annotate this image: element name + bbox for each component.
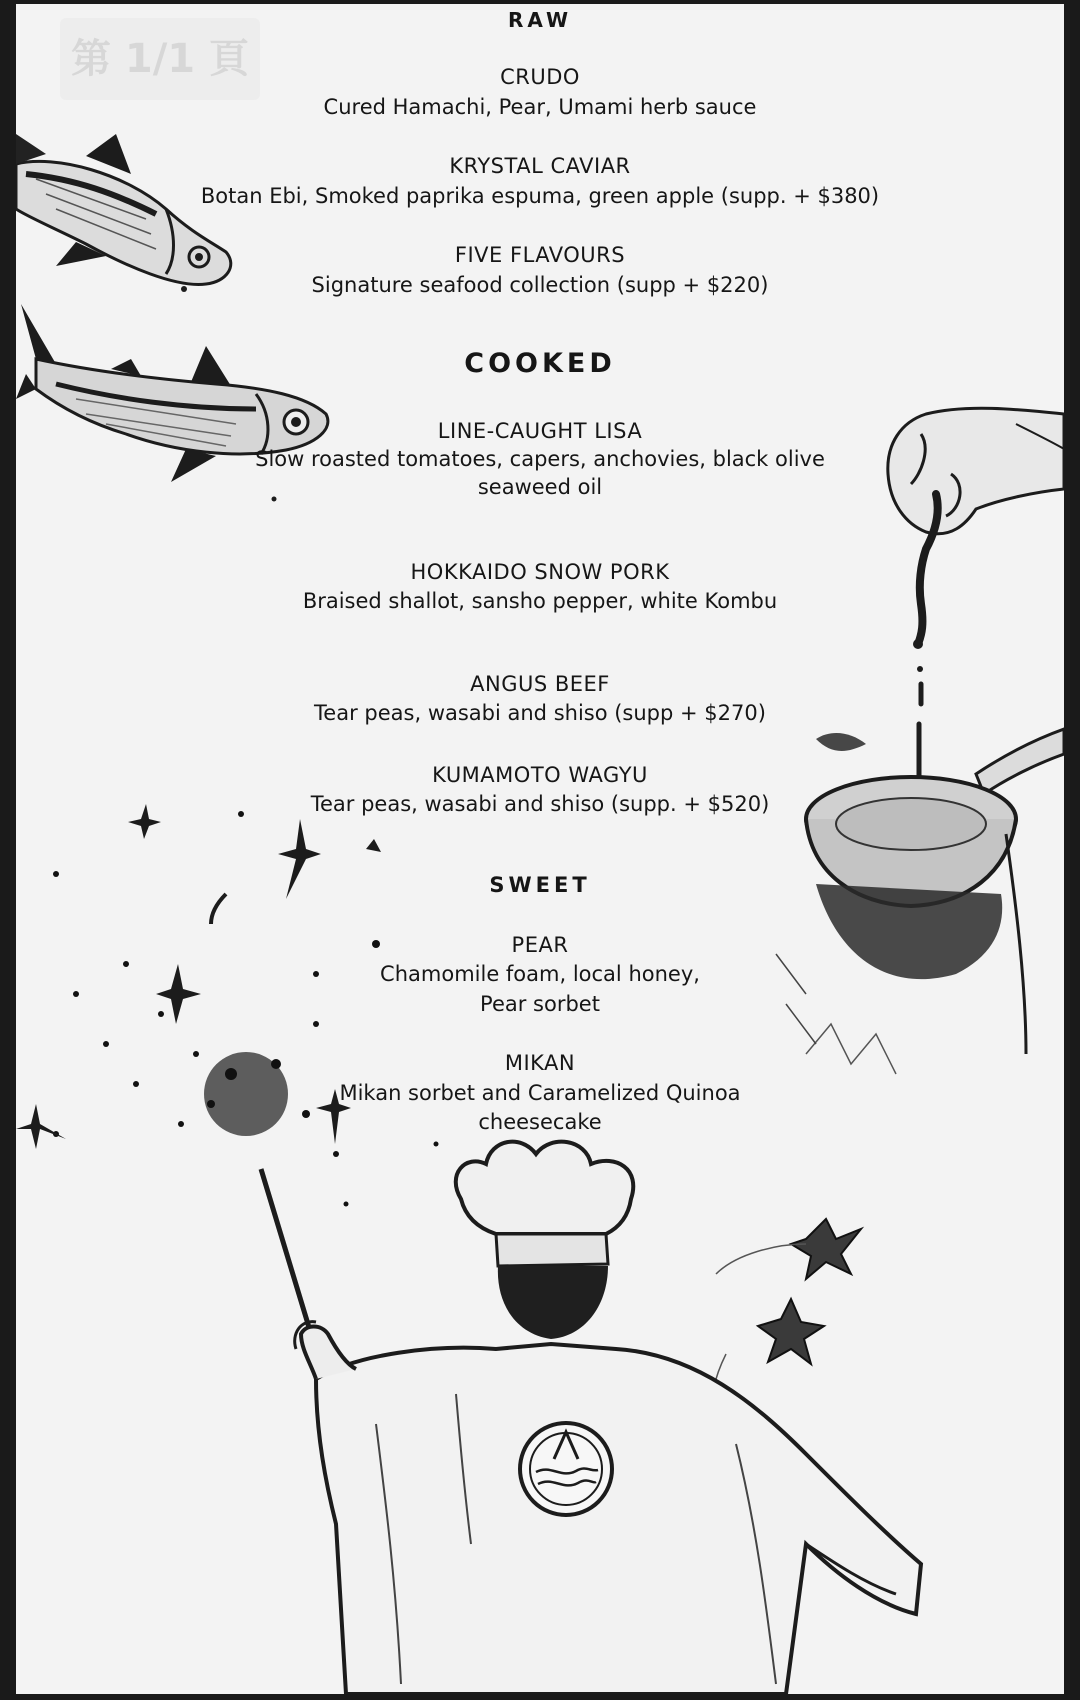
- section-title-raw: RAW: [507, 8, 573, 32]
- section-title-sweet: SWEET: [489, 873, 591, 897]
- dish-name: LINE-CAUGHT LISA: [437, 419, 643, 443]
- dish-description: Cured Hamachi, Pear, Umami herb sauce: [323, 95, 757, 119]
- dish-description: Tear peas, wasabi and shiso (supp. + $520): [310, 792, 770, 816]
- dish-name: CRUDO: [500, 65, 580, 89]
- dish-name: MIKAN: [504, 1051, 576, 1075]
- dish-name: FIVE FLAVOURS: [454, 243, 626, 267]
- dish-name: PEAR: [511, 933, 569, 957]
- dish-description: Braised shallot, sansho pepper, white Kombu: [302, 589, 778, 613]
- dish-description: seaweed oil: [477, 475, 603, 499]
- section-title-cooked: COOKED: [464, 348, 616, 379]
- dish-description: cheesecake: [478, 1110, 602, 1134]
- menu-content: [16, 4, 1064, 1694]
- dish-description: Pear sorbet: [480, 992, 600, 1016]
- dish-description: Slow roasted tomatoes, capers, anchovies, black olive: [255, 447, 825, 471]
- dish-description: Signature seafood collection (supp + $220): [311, 273, 769, 297]
- dish-name: ANGUS BEEF: [470, 672, 610, 696]
- page-indicator: 第 1/1 頁: [60, 18, 260, 100]
- dish-description: Chamomile foam, local honey,: [380, 962, 700, 986]
- menu-page: [16, 4, 1064, 1694]
- dish-description: Mikan sorbet and Caramelized Quinoa: [339, 1081, 741, 1105]
- dish-name: HOKKAIDO SNOW PORK: [410, 560, 670, 584]
- dish-description: Tear peas, wasabi and shiso (supp + $270): [314, 701, 766, 725]
- dish-name: KRYSTAL CAVIAR: [449, 154, 631, 178]
- dish-description: Botan Ebi, Smoked paprika espuma, green apple (supp. + $380): [200, 184, 880, 208]
- dish-name: KUMAMOTO WAGYU: [432, 763, 648, 787]
